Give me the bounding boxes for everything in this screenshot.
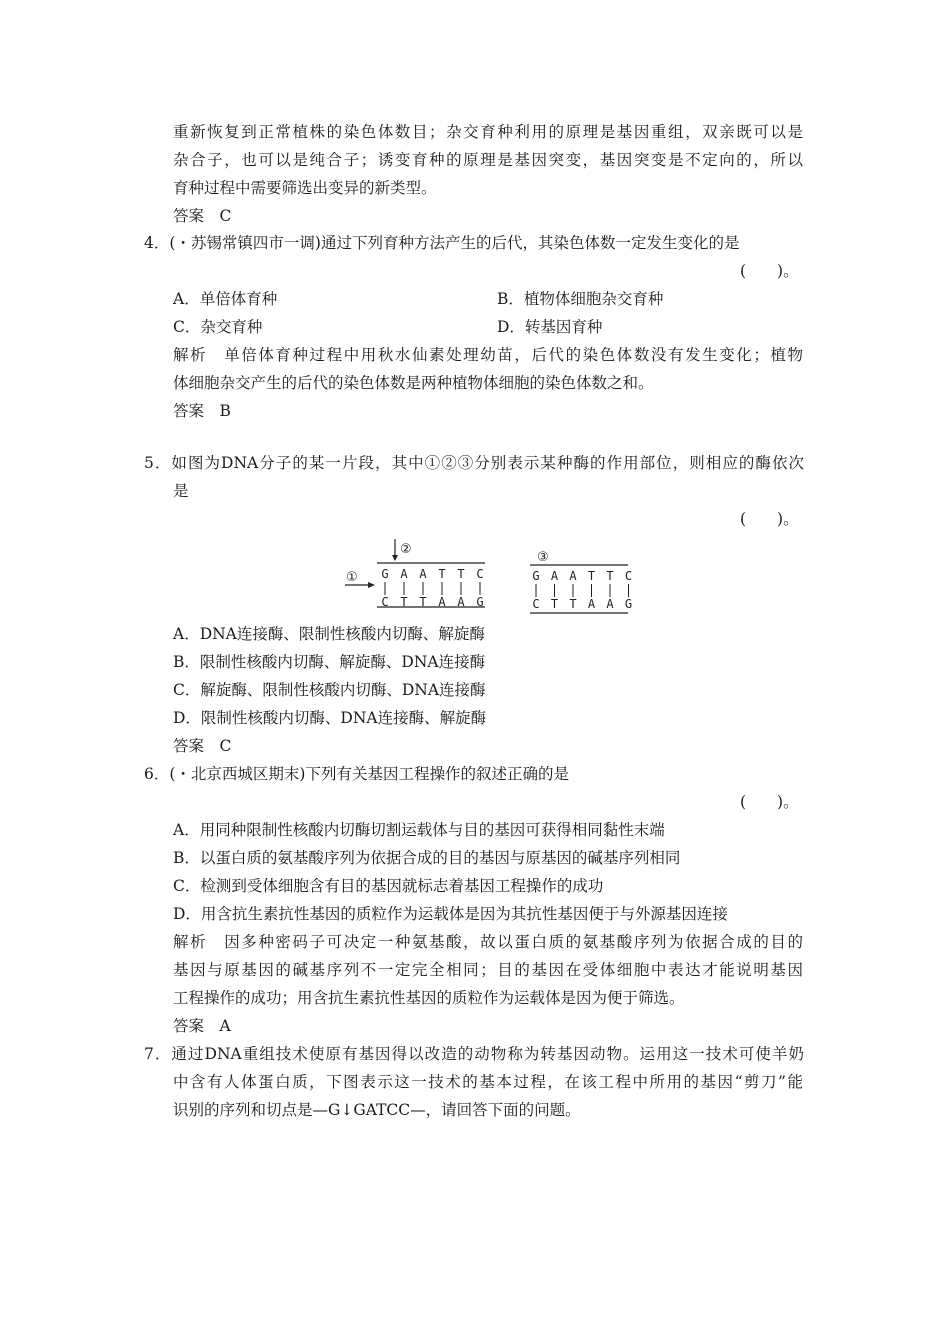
label-1: ① — [346, 570, 358, 585]
q5-option-b: B．限制性核酸内切酶、解旋酶、DNA连接酶 — [173, 653, 486, 671]
right-bottom-base: A — [587, 597, 596, 611]
q6-option-a: A．用同种限制性核酸内切酶切割运载体与目的基因可获得相同黏性末端 — [173, 821, 665, 839]
q6-option-b: B．以蛋白质的氨基酸序列为依据合成的目的基因与原基因的碱基序列相同 — [173, 849, 681, 867]
left-top-base: T — [457, 567, 465, 581]
left-bottom-base: G — [476, 595, 484, 609]
q3-analysis-line: 重新恢复到正常植株的染色体数目；杂交育种利用的原理是基因重组，双亲既可以是 — [173, 123, 803, 141]
q4-answer-paren: ( )。 — [740, 262, 799, 280]
right-top-base: T — [587, 569, 596, 583]
q6-analysis-line: 解析 因多种密码子可决定一种氨基酸，故以蛋白质的氨基酸序列为依据合成的目的 — [173, 933, 803, 951]
left-bottom-base: C — [381, 595, 389, 609]
dna-figure — [340, 535, 640, 615]
q6-analysis-line: 工程操作的成功；用含抗生素抗性基因的质粒作为运载体是因为便于筛选。 — [173, 989, 685, 1007]
right-bottom-base: C — [532, 597, 540, 611]
q6-analysis-line: 基因与原基因的碱基序列不一定完全相同；目的基因在受体细胞中表达才能说明基因 — [173, 961, 803, 979]
left-top-base: A — [400, 567, 408, 581]
q6-answer: 答案 A — [173, 1017, 231, 1035]
left-bottom-base: A — [457, 595, 465, 609]
q6-answer-paren: ( )。 — [740, 793, 799, 811]
q6-stem: 6．(・北京西城区期末)下列有关基因工程操作的叙述正确的是 — [144, 765, 569, 783]
q4-answer: 答案 B — [173, 402, 231, 420]
left-top-base: A — [419, 567, 427, 581]
right-top-base: T — [606, 569, 614, 583]
q5-option-d: D．限制性核酸内切酶、DNA连接酶、解旋酶 — [173, 709, 487, 727]
left-bottom-base: A — [438, 595, 446, 609]
q4-option-c: C．杂交育种 — [173, 318, 263, 336]
q5-answer-paren: ( )。 — [740, 510, 799, 528]
q7-stem-line: 识别的序列和切点是—G↓GATCC—，请回答下面的问题。 — [173, 1101, 581, 1119]
q5-answer: 答案 C — [173, 737, 232, 755]
q4-analysis-line: 体细胞杂交产生的后代的染色体数是两种植物体细胞的染色体数之和。 — [173, 374, 654, 392]
right-bottom-base: G — [624, 597, 633, 611]
right-top-base: C — [624, 569, 633, 583]
q3-analysis-line: 杂合子，也可以是纯合子；诱变育种的原理是基因突变，基因突变是不定向的，所以 — [173, 151, 803, 169]
label-3: ③ — [537, 550, 549, 565]
arrow-right-icon — [368, 582, 375, 588]
left-bottom-base: T — [419, 595, 427, 609]
label-2: ② — [400, 542, 412, 557]
q6-option-c: C．检测到受体细胞含有目的基因就标志着基因工程操作的成功 — [173, 877, 604, 895]
q5-option-a: A．DNA连接酶、限制性核酸内切酶、解旋酶 — [173, 625, 485, 643]
q4-stem: 4．(・苏锡常镇四市一调)通过下列育种方法产生的后代，其染色体数一定发生变化的是 — [144, 234, 740, 252]
q4-option-d: D．转基因育种 — [497, 318, 603, 336]
q3-answer: 答案 C — [173, 207, 232, 225]
q7-stem-line: 中含有人体蛋白质，下图表示这一技术的基本过程，在该工程中所用的基因“剪刀”能 — [173, 1073, 803, 1091]
right-top-base: G — [532, 569, 540, 583]
q5-option-c: C．解旋酶、限制性核酸内切酶、DNA连接酶 — [173, 681, 486, 699]
right-bottom-base: T — [569, 597, 577, 611]
q4-option-a: A．单倍体育种 — [173, 290, 278, 308]
right-bottom-base: T — [550, 597, 559, 611]
left-top-base: G — [381, 567, 389, 581]
left-top-base: C — [476, 567, 484, 581]
right-bottom-base: A — [606, 597, 614, 611]
q5-stem-line: 是 — [173, 482, 189, 500]
right-top-base: A — [569, 569, 577, 583]
q3-analysis-line: 育种过程中需要筛选出变异的新类型。 — [173, 179, 437, 197]
q7-stem-line: 7．通过DNA重组技术使原有基因得以改造的动物称为转基因动物。运用这一技术可使羊奶 — [144, 1045, 804, 1063]
q6-option-d: D．用含抗生素抗性基因的质粒作为运载体是因为其抗性基因便于与外源基因连接 — [173, 905, 728, 923]
q4-option-b: B．植物体细胞杂交育种 — [497, 290, 664, 308]
q4-analysis-line: 解析 单倍体育种过程中用秋水仙素处理幼苗，后代的染色体数没有发生变化；植物 — [173, 346, 803, 364]
arrow-down-icon — [392, 555, 398, 561]
left-top-base: T — [438, 567, 446, 581]
q5-stem-line: 5．如图为DNA分子的某一片段，其中①②③分别表示某种酶的作用部位，则相应的酶依次 — [144, 454, 804, 472]
left-bottom-base: T — [400, 595, 408, 609]
right-top-base: A — [550, 569, 559, 583]
